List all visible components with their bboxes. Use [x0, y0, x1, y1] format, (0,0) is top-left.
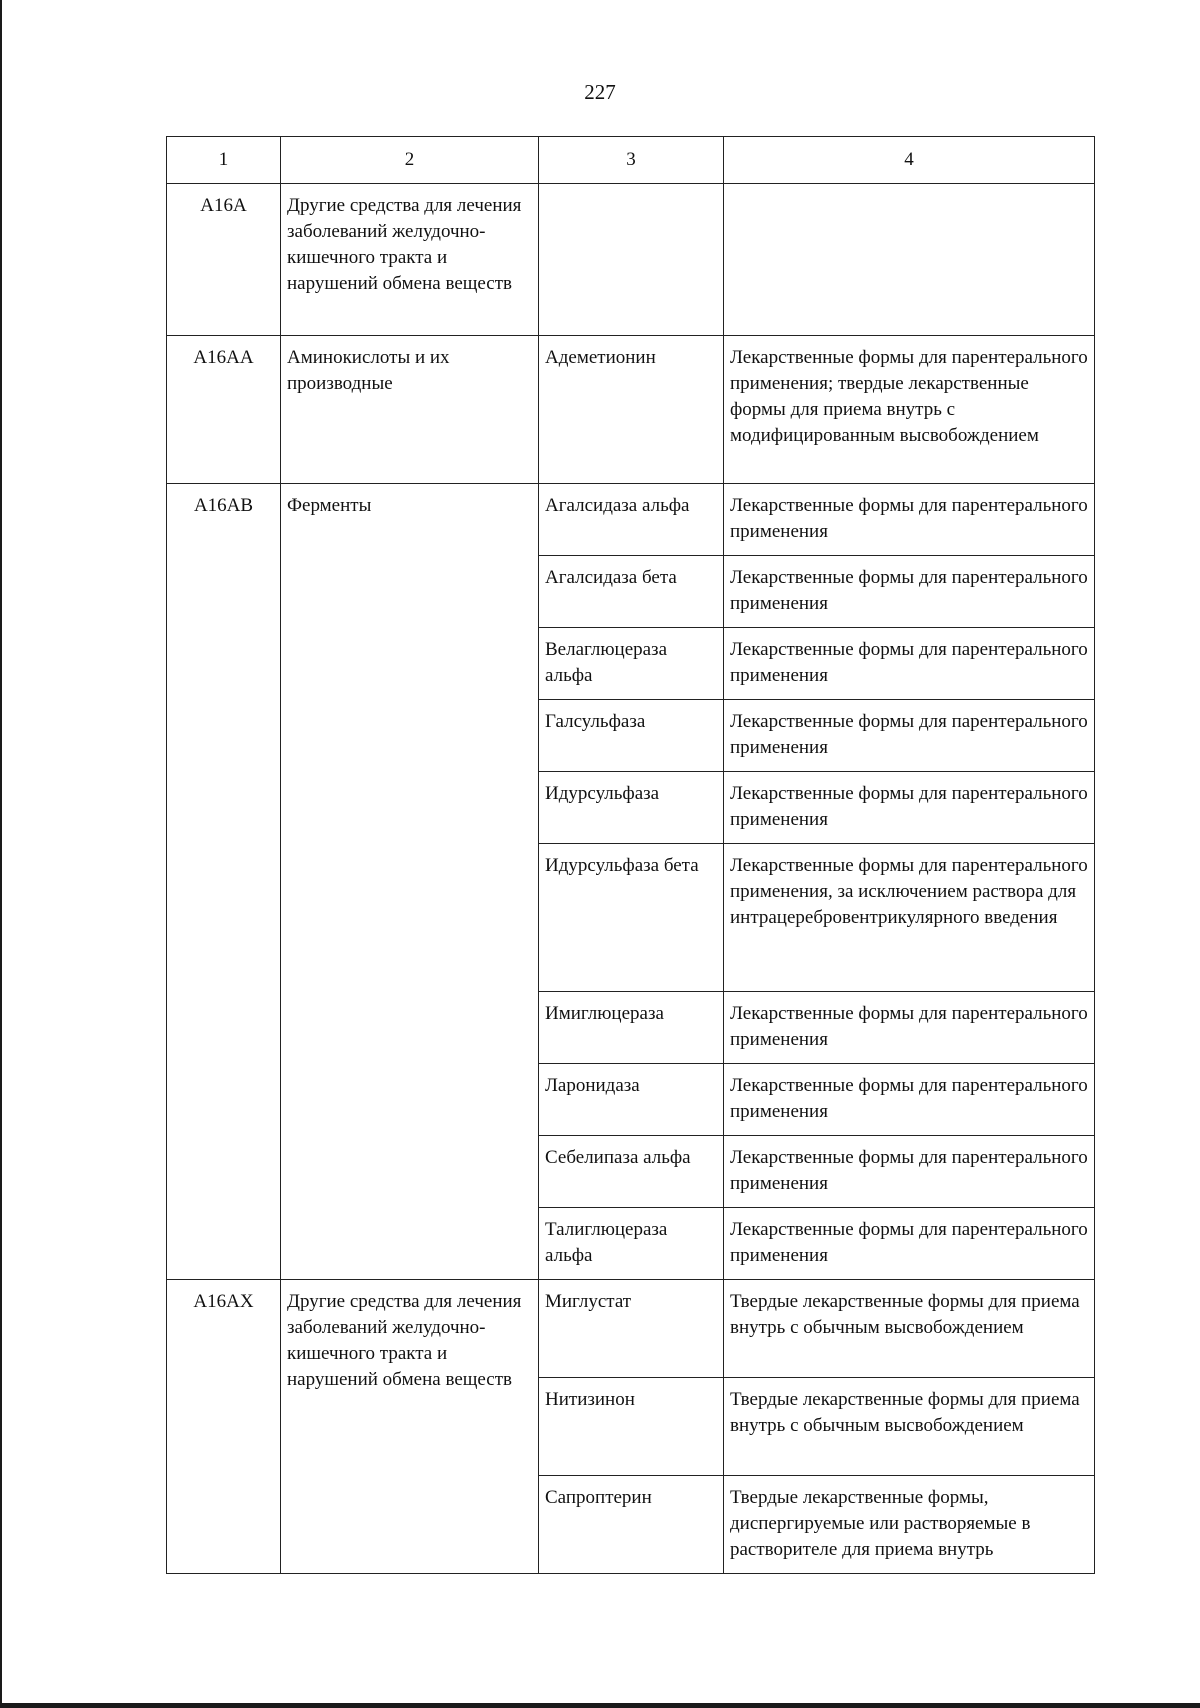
drug-name: Адеметионин	[539, 336, 724, 484]
atc-group-name: Аминокислоты и их производные	[281, 336, 539, 484]
drug-name: Велаглюцераза альфа	[539, 628, 724, 700]
header-cell-2: 2	[281, 137, 539, 184]
atc-code: A16AB	[167, 484, 281, 1280]
drug-name: Сапроптерин	[539, 1476, 724, 1574]
atc-group-name: Другие средства для лечения заболеваний желудочно-кишечного тракта и нарушений обмена веществ	[281, 184, 539, 336]
dosage-form: Лекарственные формы для парентерального применения	[724, 772, 1095, 844]
drug-name: Идурсульфаза	[539, 772, 724, 844]
drug-name: Имиглюцераза	[539, 992, 724, 1064]
dosage-form: Лекарственные формы для парентерального применения	[724, 556, 1095, 628]
dosage-form: Лекарственные формы для парентерального применения	[724, 1208, 1095, 1280]
scan-edge-bottom	[0, 1703, 1200, 1708]
page-number: 227	[584, 80, 616, 104]
drug-name: Нитизинон	[539, 1378, 724, 1476]
header-cell-4: 4	[724, 137, 1095, 184]
atc-group-name: Ферменты	[281, 484, 539, 1280]
table-row	[167, 484, 1095, 556]
table-row	[167, 184, 1095, 336]
drug-name: Талиглюцераза альфа	[539, 1208, 724, 1280]
atc-code: A16AX	[167, 1280, 281, 1574]
drug-name: Себелипаза альфа	[539, 1136, 724, 1208]
header-cell-3: 3	[539, 137, 724, 184]
dosage-form: Лекарственные формы для парентерального применения	[724, 700, 1095, 772]
dosage-form: Лекарственные формы для парентерального применения	[724, 992, 1095, 1064]
drug-name: Агалсидаза альфа	[539, 484, 724, 556]
drug-classification-table	[166, 136, 1095, 1574]
dosage-form: Лекарственные формы для парентерального применения	[724, 1136, 1095, 1208]
scan-edge-left	[0, 0, 2, 1708]
table-row	[167, 1280, 1095, 1378]
dosage-form: Твердые лекарственные формы, диспергируемые или растворяемые в растворителе для приема внутрь	[724, 1476, 1095, 1574]
drug-name: Ларонидаза	[539, 1064, 724, 1136]
dosage-form: Лекарственные формы для парентерального применения	[724, 628, 1095, 700]
atc-code: A16A	[167, 184, 281, 336]
drug-name: Идурсульфаза бета	[539, 844, 724, 992]
drug-name: Миглустат	[539, 1280, 724, 1378]
dosage-form: Лекарственные формы для парентерального применения, за исключением раствора для интрацеребровентрикулярного введения	[724, 844, 1095, 992]
dosage-form: Твердые лекарственные формы для приема внутрь с обычным высвобождением	[724, 1280, 1095, 1378]
table-row	[167, 336, 1095, 484]
drug-name: Галсульфаза	[539, 700, 724, 772]
drug-name: Агалсидаза бета	[539, 556, 724, 628]
drug-name	[539, 184, 724, 336]
table-header-row	[167, 137, 1095, 184]
dosage-form: Лекарственные формы для парентерального применения; твердые лекарственные формы для приема внутрь с модифицированным высвобождением	[724, 336, 1095, 484]
header-cell-1: 1	[167, 137, 281, 184]
dosage-form: Лекарственные формы для парентерального применения	[724, 484, 1095, 556]
atc-code: A16AA	[167, 336, 281, 484]
atc-group-name: Другие средства для лечения заболеваний желудочно-кишечного тракта и нарушений обмена веществ	[281, 1280, 539, 1574]
dosage-form	[724, 184, 1095, 336]
dosage-form: Твердые лекарственные формы для приема внутрь с обычным высвобождением	[724, 1378, 1095, 1476]
dosage-form: Лекарственные формы для парентерального применения	[724, 1064, 1095, 1136]
